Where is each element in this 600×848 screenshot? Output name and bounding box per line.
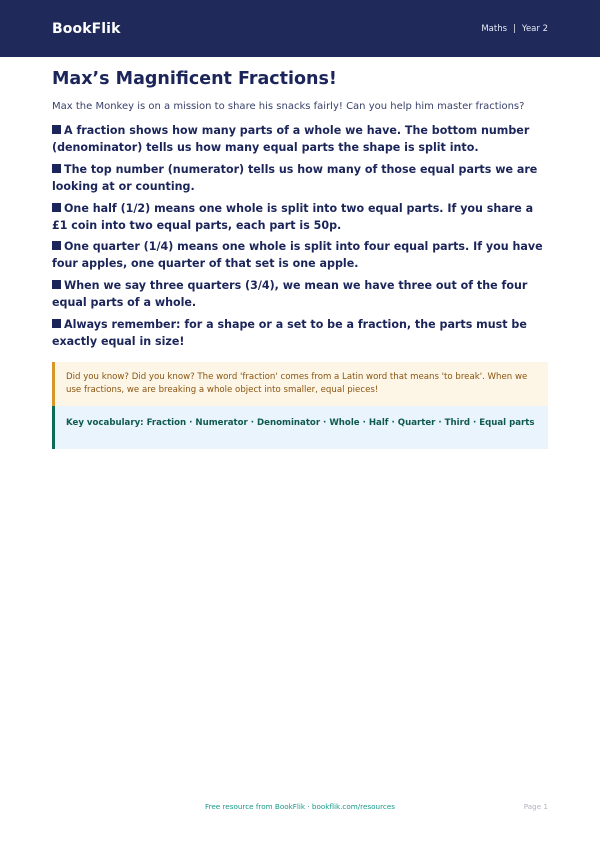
- subject-label: Maths: [481, 23, 508, 34]
- page-number: Page 1: [523, 802, 548, 811]
- footer-credit-link[interactable]: Free resource from BookFlik · bookflik.com/resources: [204, 802, 396, 811]
- fact-item: [52, 201, 548, 235]
- fact-text: One quarter (1/4) means one whole is split into four equal parts. If you have four apples, one quarter of that set is one apple.: [52, 240, 543, 271]
- fact-item: [52, 278, 548, 312]
- square-bullet-icon: [52, 125, 61, 134]
- meta-separator: |: [513, 23, 516, 34]
- brand-logo[interactable]: BookFlik: [52, 20, 121, 37]
- key-vocabulary-box: [52, 406, 548, 449]
- header-bar: [0, 0, 600, 57]
- subject-meta: [481, 24, 548, 34]
- square-bullet-icon: [52, 241, 61, 250]
- fact-item: [52, 123, 548, 157]
- square-bullet-icon: [52, 203, 61, 212]
- vocab-text: Key vocabulary: Fraction · Numerator · Denominator · Whole · Half · Quarter · Third · Equal parts: [66, 418, 535, 429]
- did-you-know-callout: [52, 362, 548, 407]
- callout-text: Did you know? Did you know? The word 'fraction' comes from a Latin word that means 'to break'. When we use fractions, we are breaking a whole object into smaller, equal pieces!: [66, 371, 528, 395]
- page-footer: [52, 802, 548, 811]
- fact-text: A fraction shows how many parts of a whole we have. The bottom number (denominator) tells us how many equal parts the shape is split into.: [52, 124, 530, 155]
- fact-item: [52, 239, 548, 273]
- square-bullet-icon: [52, 164, 61, 173]
- intro-text: Max the Monkey is on a mission to share his snacks fairly! Can you help him master fractions?: [52, 100, 525, 112]
- fact-text: The top number (numerator) tells us how many of those equal parts we are looking at or counting.: [52, 162, 538, 193]
- main-content: [0, 68, 600, 449]
- fact-text: One half (1/2) means one whole is split into two equal parts. If you share a £1 coin into two equal parts, each part is 50p.: [52, 201, 534, 232]
- fact-item: [52, 317, 548, 351]
- fact-item: [52, 162, 548, 196]
- fact-text: Always remember: for a shape or a set to be a fraction, the parts must be exactly equal in size!: [52, 317, 527, 348]
- page-title: Max’s Magnificent Fractions!: [52, 69, 337, 89]
- fact-list: [52, 123, 548, 350]
- square-bullet-icon: [52, 319, 61, 328]
- fact-text: When we say three quarters (3/4), we mean we have three out of the four equal parts of a whole.: [52, 279, 528, 309]
- square-bullet-icon: [52, 280, 61, 289]
- year-label: Year 2: [521, 23, 548, 34]
